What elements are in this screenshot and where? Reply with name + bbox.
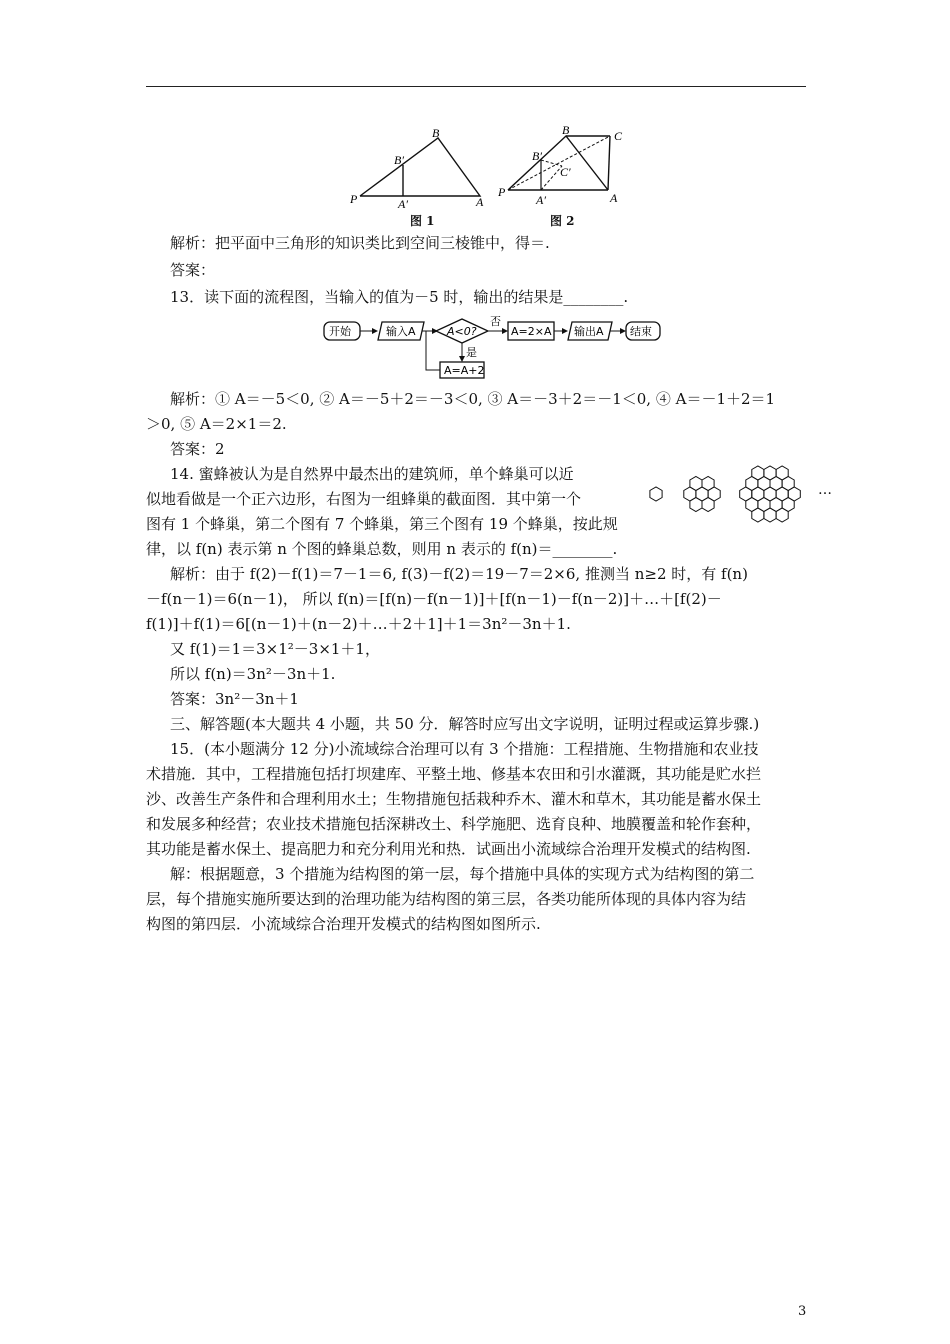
text-line: 解析：把平面中三角形的知识类比到空间三棱锥中，得＝.	[170, 234, 550, 252]
fig1-label-Ap: A′	[398, 197, 408, 210]
text-line: 所以 f(n)＝3n²－3n＋1.	[170, 665, 336, 683]
fig2-label-C: C	[614, 129, 623, 143]
text-line: 层，每个措施实施所要达到的治理功能为结构图的第三层，各类功能所体现的具体内容为结	[146, 890, 747, 908]
text-line: 沙、改善生产条件和合理利用水土；生物措施包括栽种乔木、灌木和草木，其功能是蓄水保土	[146, 790, 762, 808]
page-number: 3	[798, 1304, 807, 1319]
flow-yes-label: 是	[466, 346, 477, 359]
text-line: 图有 1 个蜂巢，第二个图有 7 个蜂巢，第三个图有 19 个蜂巢，按此规	[146, 515, 618, 533]
header-rule	[146, 86, 806, 87]
text-line: 似地看做是一个正六边形，右图为一组蜂巢的截面图．其中第一个	[146, 490, 582, 508]
fig1-label-B: B	[432, 128, 440, 140]
text-line: －f(n－1)＝6(n－1)， 所以 f(n)＝[f(n)－f(n－1)]＋[f(n－1)－f(n－2)]＋…＋[f(2)－	[146, 590, 722, 608]
flow-input: 输入A	[386, 325, 416, 338]
text-line: 15．(本小题满分 12 分)小流域综合治理可以有 3 个措施：工程措施、生物措施和农业技	[170, 740, 759, 758]
hexagon-cell	[650, 487, 662, 501]
text-line: 律，以 f(n) 表示第 n 个图的蜂巢总数，则用 n 表示的 f(n)＝________.	[146, 540, 618, 558]
fig1-label-Bp: B′	[394, 153, 404, 167]
figure-1-caption: 图 1	[410, 214, 435, 228]
text-line: 三、解答题(本大题共 4 小题，共 50 分．解答时应写出文字说明，证明过程或运算步骤.)	[170, 715, 760, 733]
text-line: ＞0, ⑤ A＝2×1＝2.	[146, 415, 287, 433]
fig2-label-B: B	[562, 124, 570, 137]
text-line: 和发展多种经营；农业技术措施包括深耕改土、科学施肥、选育良种、地膜覆盖和轮作套种，	[146, 815, 762, 833]
flow-assign: A=2×A	[511, 325, 552, 338]
fig2-label-Bp: B′	[532, 149, 542, 163]
figure-1-triangle	[350, 128, 490, 210]
figure-2-pyramid	[498, 124, 628, 210]
text-line: f(1)]＋f(1)＝6[(n－1)＋(n－2)＋…＋2＋1]＋1＝3n²－3n＋1.	[146, 615, 571, 633]
fig1-label-P: P	[350, 192, 358, 206]
figure-2-caption: 图 2	[550, 214, 575, 228]
flow-output: 输出A	[574, 325, 604, 338]
text-line: 其功能是蓄水保土、提高肥力和充分利用光和热．试画出小流域综合治理开发模式的结构图.	[146, 840, 751, 858]
text-line: 构图的第四层．小流域综合治理开发模式的结构图如图所示.	[146, 915, 541, 933]
text-line: 又 f(1)＝1＝3×1²－3×1＋1，	[170, 640, 380, 658]
hexagon-cell	[708, 487, 720, 501]
text-line: 解：根据题意，3 个措施为结构图的第一层，每个措施中具体的实现方式为结构图的第二	[170, 865, 755, 883]
fig1-label-A: A	[476, 195, 484, 209]
text-line: 解析：① A＝－5＜0, ② A＝－5＋2＝－3＜0, ③ A＝－3＋2＝－1＜0, ④ A＝－1＋2＝1	[170, 390, 776, 408]
text-line: 答案：3n²－3n＋1	[170, 690, 299, 708]
text-line: 术措施．其中，工程措施包括打坝建库、平整土地、修基本农田和引水灌溉，其功能是贮水拦	[146, 765, 762, 783]
text-line: 13．读下面的流程图，当输入的值为－5 时，输出的结果是________.	[170, 288, 629, 306]
flowchart	[322, 316, 662, 382]
honeycomb-figures	[644, 458, 834, 530]
flow-condition: A<0?	[447, 325, 477, 338]
text-line: 解析：由于 f(2)－f(1)＝7－1＝6, f(3)－f(2)＝19－7＝2×6, 推测当 n≥2 时，有 f(n)	[170, 565, 748, 583]
honeycomb-ellipsis: …	[818, 482, 832, 498]
text-line: 答案：	[170, 261, 216, 279]
flow-no-label: 否	[490, 316, 501, 328]
hexagon-cell	[788, 487, 800, 501]
flow-loop: A=A+2	[444, 364, 485, 377]
fig2-label-P: P	[498, 185, 506, 199]
fig2-label-Ap: A′	[536, 193, 546, 207]
flow-end: 结束	[630, 325, 652, 338]
flow-start: 开始	[329, 325, 351, 338]
text-line: 答案：2	[170, 440, 225, 458]
text-line: 14. 蜜蜂被认为是自然界中最杰出的建筑师，单个蜂巢可以近	[170, 465, 574, 483]
fig2-label-Cp: C′	[560, 165, 571, 179]
fig2-label-A: A	[610, 191, 618, 205]
